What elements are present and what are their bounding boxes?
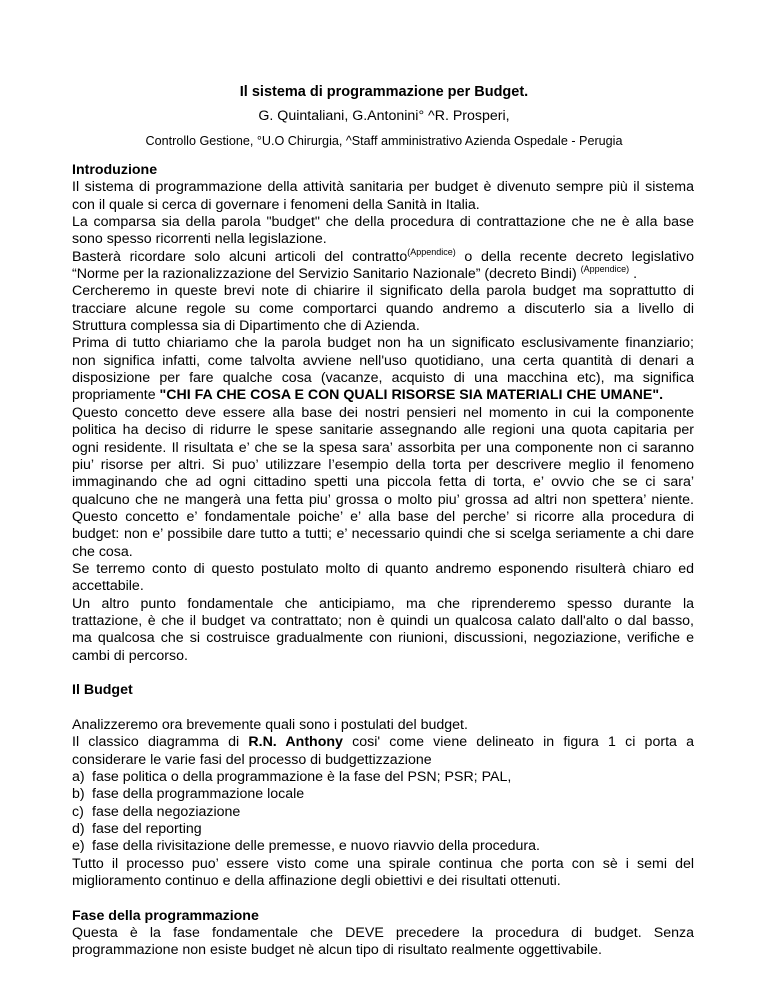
spacer bbox=[72, 700, 694, 717]
paragraph-line: disposizione per fare qualche cosa (vacanze, acquisto di una macchina etc), ma significa bbox=[72, 370, 694, 387]
paragraph-line: qualcuno che ne mangerà una fetta piu’ grossa o molto piu’ grossa ad altri non spettera’ niente. bbox=[72, 491, 694, 508]
list-marker: d) bbox=[72, 821, 85, 838]
list-item-text: fase della rivisitazione delle premesse, e nuovo riavvio della procedura. bbox=[92, 838, 540, 855]
spacer bbox=[72, 665, 694, 682]
section-heading-introduzione: Introduzione bbox=[72, 162, 158, 178]
paragraph-line-emphasis bbox=[72, 387, 694, 404]
paragraph-line: Questa è la fase fondamentale che DEVE precedere la procedura di budget. Senza bbox=[72, 925, 694, 942]
appendice-superscript: (Appendice) bbox=[580, 264, 630, 275]
paragraph-line: Il sistema di programmazione della attività sanitaria per budget è divenuto sempre più il sistema bbox=[72, 179, 694, 196]
list-marker: b) bbox=[72, 786, 85, 803]
list-item-text: fase della programmazione locale bbox=[92, 786, 305, 803]
paragraph-line: Analizzeremo ora brevemente quali sono i postulati del budget. bbox=[72, 717, 468, 733]
paragraph-line: ma qualcosa che si costruisce gradualmente con riunioni, discussioni, negoziazione, verifiche e bbox=[72, 630, 694, 647]
paragraph-line: non significa infatti, come talvolta avviene nell'uso quotidiano, una certa quantità di denari a bbox=[72, 352, 694, 369]
paragraph-line: Questo concetto e’ fondamentale poiche’ e’ alla base del perche’ si ricorre alla procedura di bbox=[72, 508, 694, 525]
authors-line: G. Quintaliani, G.Antonini° ^R. Prosperi, bbox=[258, 108, 510, 124]
paragraph-line: trattazione, è che il budget va contrattato; non è quindi un qualcosa calato dall'alto o dal basso, bbox=[72, 612, 694, 629]
paragraph-line: La comparsa sia della parola "budget" che della procedura di contrattazione che ne è alla base bbox=[72, 214, 694, 231]
paragraph-line-reference bbox=[72, 266, 694, 283]
list-item bbox=[72, 786, 694, 803]
ref-text: . bbox=[629, 266, 638, 283]
paragraph-line: tracciare alcune regole su come comportarci quando andremo a discuterlo sia a livello di bbox=[72, 300, 694, 317]
ref-text: “Norme per la razionalizzazione del Servizio Sanitario Nazionale” (decreto Bindi) bbox=[72, 266, 581, 283]
list-item bbox=[72, 821, 694, 838]
list-item bbox=[72, 769, 694, 786]
section-heading-budget: Il Budget bbox=[72, 682, 133, 699]
paragraph-line: immaginando che ad ogni cittadino spetti una piccola fetta di torta, e’ ovvio che se ci sara’ bbox=[72, 474, 694, 491]
spacer bbox=[72, 890, 694, 907]
paragraph-line: considerare le varie fasi del processo di budgettizzazione bbox=[72, 751, 432, 768]
page-title: Il sistema di programmazione per Budget. bbox=[239, 84, 529, 100]
paragraph-line-anthony bbox=[72, 734, 694, 751]
paragraph-line: sono spesso ricorrenti nella legislazione. bbox=[72, 231, 327, 248]
ref-text: Basterà ricordare solo alcuni articoli del contratto bbox=[72, 248, 408, 265]
paragraph-line: con il quale si cerca di governare i fenomeni della Sanità in Italia. bbox=[72, 196, 480, 213]
list-item bbox=[72, 838, 694, 855]
section-heading-programmazione: Fase della programmazione bbox=[72, 907, 259, 924]
ref-text: o della recente decreto legislativo bbox=[455, 248, 694, 265]
paragraph-line: Se terremo conto di questo postulato molto di quanto andremo esponendo risulterà chiaro ed bbox=[72, 560, 694, 577]
paragraph-line: Cercheremo in queste brevi note di chiarire il significato della parola budget ma soprattutto di bbox=[72, 283, 694, 300]
appendice-superscript: (Appendice) bbox=[407, 246, 456, 257]
list-marker: c) bbox=[72, 803, 84, 820]
paragraph-line: Questo concetto deve essere alla base dei nostri pensieri nel momento in cui la componente bbox=[72, 404, 694, 421]
document-body bbox=[72, 162, 694, 960]
list-item-text: fase politica o della programmazione è la fase del PSN; PSR; PAL, bbox=[92, 769, 512, 786]
paragraph-line: Tutto il processo puo’ essere visto come una spirale continua che porta con sè i semi del bbox=[72, 855, 694, 872]
paragraph-line: accettabile. bbox=[72, 578, 144, 595]
anthony-prefix: Il classico diagramma di bbox=[72, 734, 249, 751]
emph-bold-text: "CHI FA CHE COSA E CON QUALI RISORSE SIA MATERIALI CHE UMANE". bbox=[159, 387, 664, 404]
list-item bbox=[72, 804, 694, 821]
paragraph-line: piu’ risorse per altri. Si puo’ utilizzare l’esempio della torta per descrivere meglio il fenomeno bbox=[72, 456, 694, 473]
list-item-text: fase della negoziazione bbox=[92, 803, 241, 820]
anthony-suffix: cosi' come viene delineato in figura 1 ci porta a bbox=[342, 734, 694, 751]
paragraph-line: budget: non e’ possibile dare tutto a tutti; e’ necessario quindi che si scelga seriamente a chi dare bbox=[72, 526, 694, 543]
paragraph-line: programmazione non esiste budget nè alcun tipo di risultato realmente oggettivabile. bbox=[72, 942, 602, 959]
paragraph-line: ogni residente. Il risultata e’ che se la spesa sara’ assorbita per una componente non ci saranno bbox=[72, 439, 694, 456]
paragraph-line: che cosa. bbox=[72, 543, 133, 560]
affiliation-line: Controllo Gestione, °U.O Chirurgia, ^Staff amministrativo Azienda Ospedale - Perugia bbox=[145, 134, 623, 148]
list-marker: e) bbox=[72, 838, 85, 855]
anthony-name: R.N. Anthony bbox=[248, 734, 343, 751]
paragraph-line: cambi di percorso. bbox=[72, 647, 188, 664]
emph-prefix: propriamente bbox=[72, 387, 160, 404]
paragraph-line: Prima di tutto chiariamo che la parola budget non ha un significato esclusivamente finanziario; bbox=[72, 335, 694, 352]
paragraph-line: Struttura complessa sia di Dipartimento che di Azienda. bbox=[72, 318, 420, 335]
list-marker: a) bbox=[72, 769, 85, 786]
paragraph-line: Un altro punto fondamentale che anticipiamo, ma che riprenderemo spesso durante la bbox=[72, 595, 694, 612]
paragraph-line: miglioramento continuo e della affinazione degli obiettivi e dei risultati ottenuti. bbox=[72, 873, 561, 890]
paragraph-line: politica ha deciso di ridurre le spese sanitarie assegnando alle regioni una quota capitaria per bbox=[72, 422, 694, 439]
list-item-text: fase del reporting bbox=[92, 821, 202, 838]
phase-list bbox=[72, 769, 694, 856]
